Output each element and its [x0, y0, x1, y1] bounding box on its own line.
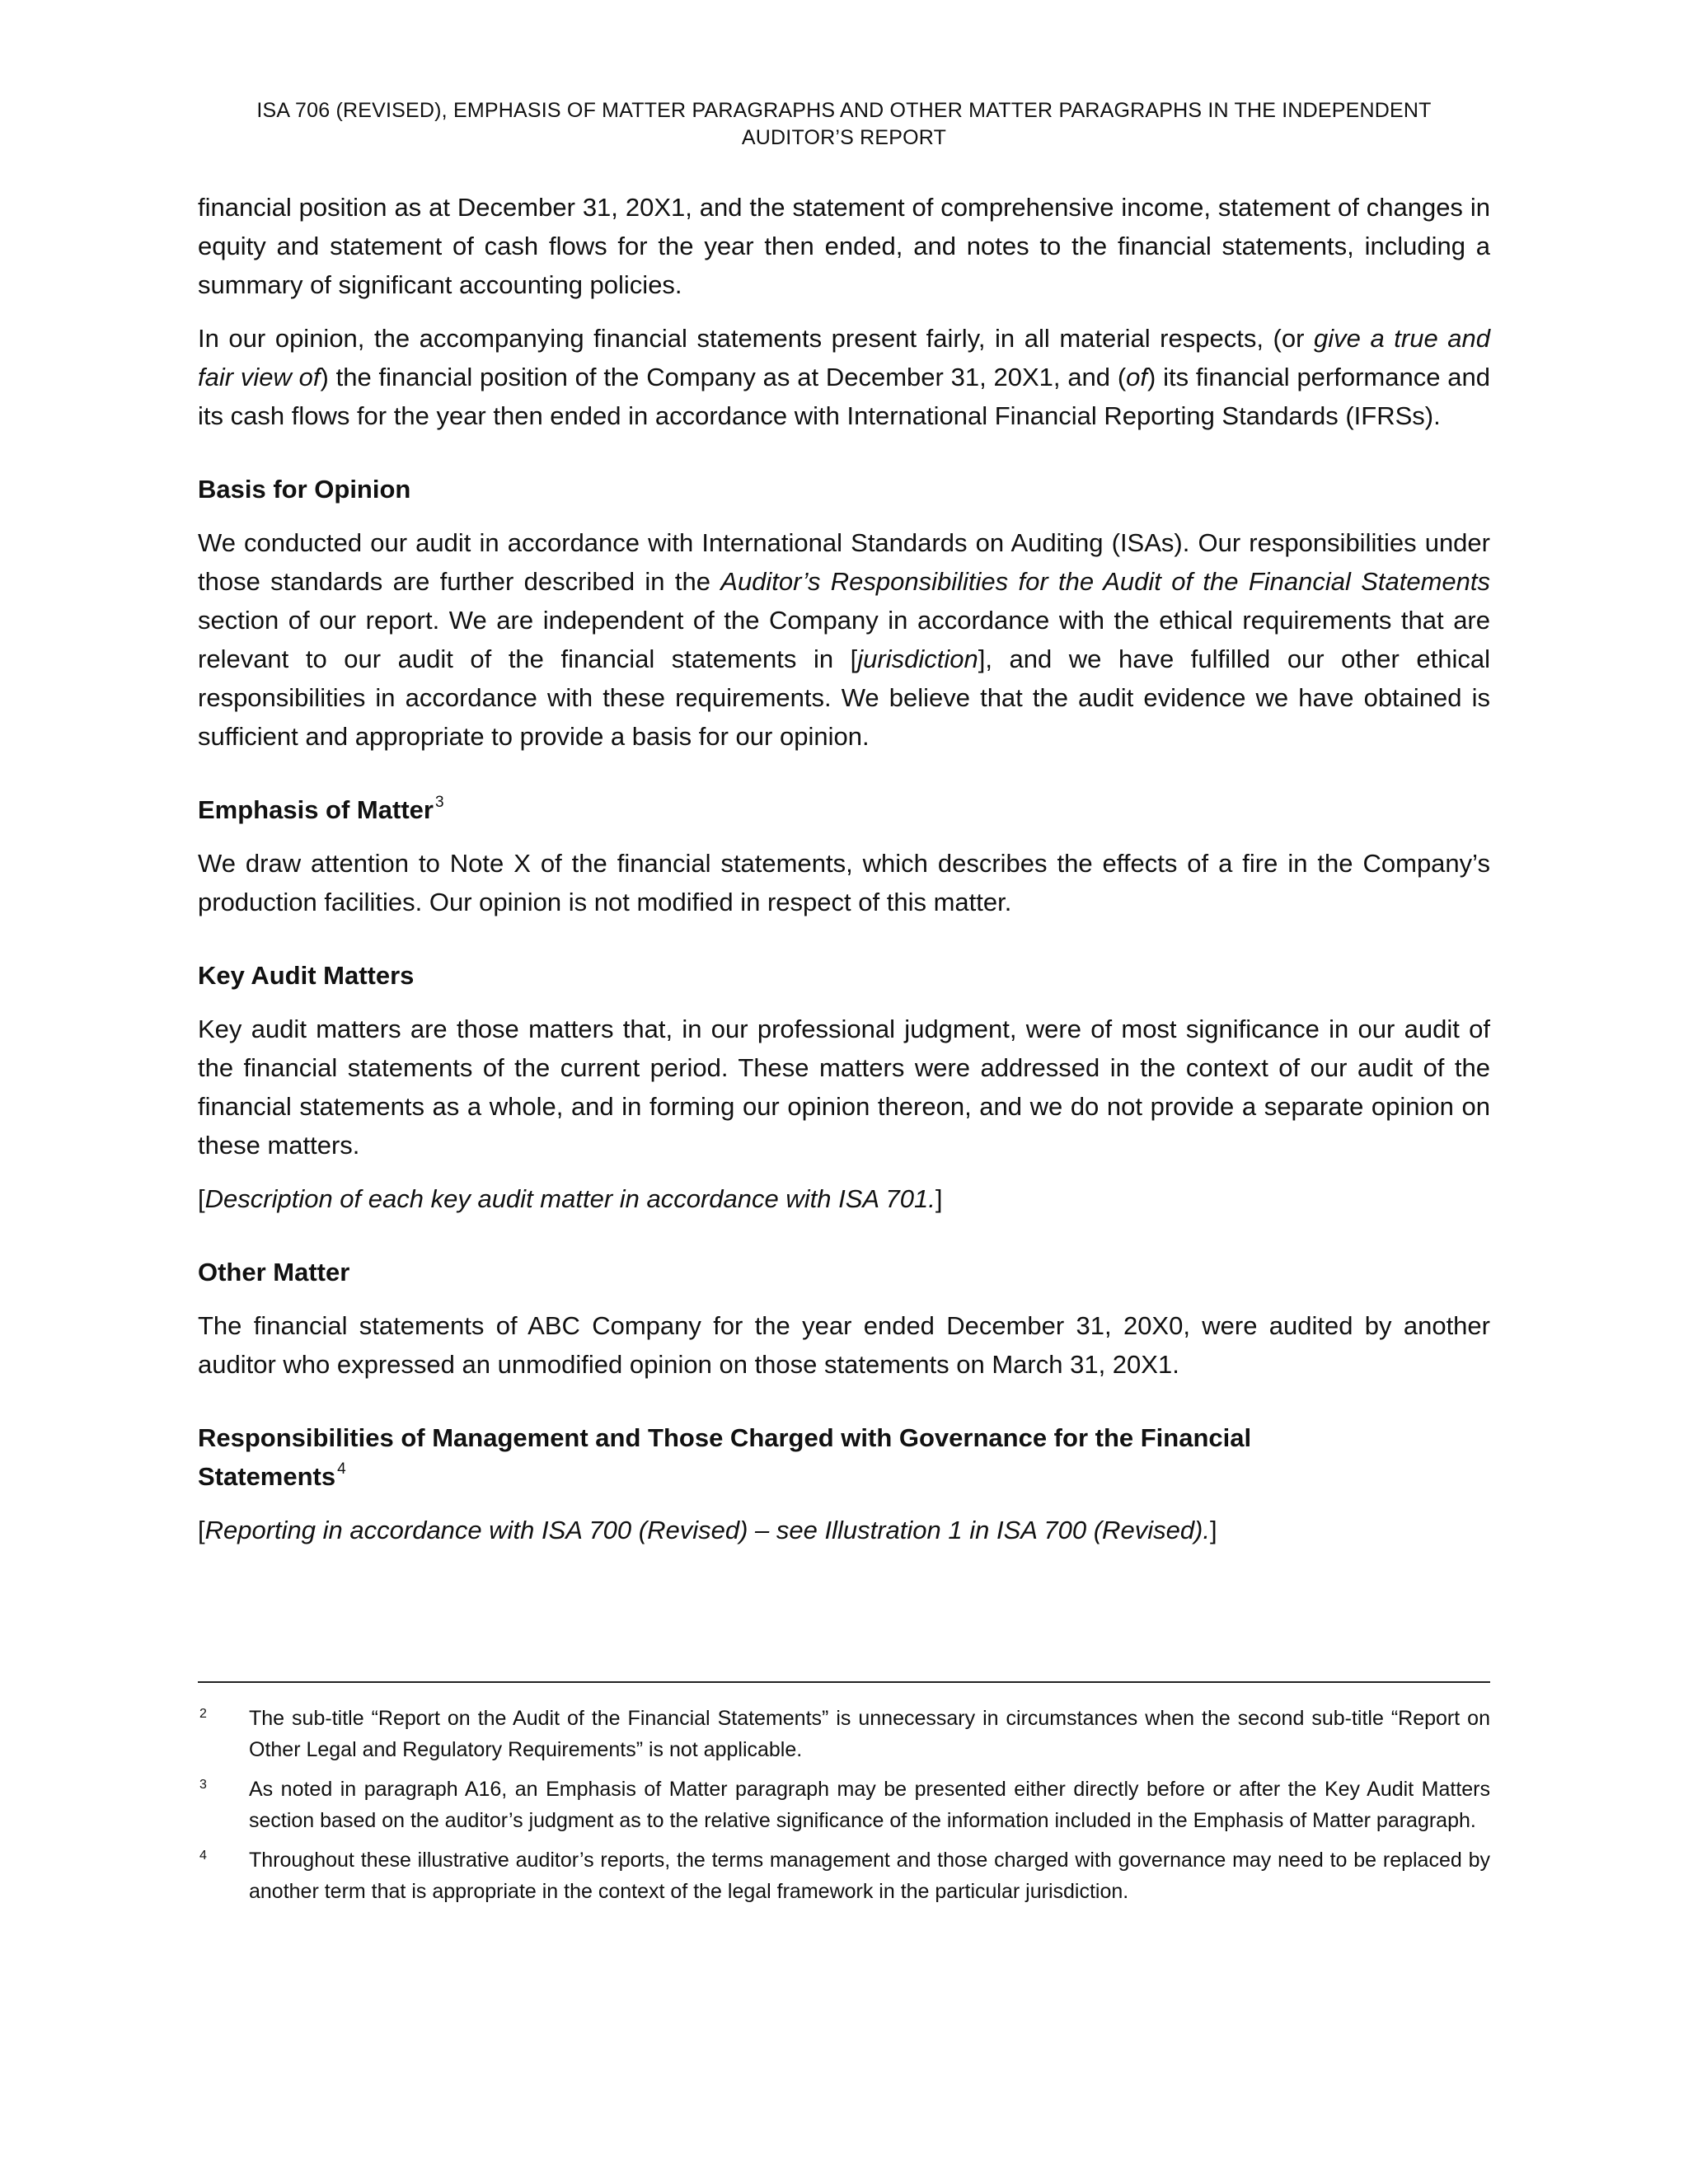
basis-italic-jurisdiction: jurisdiction: [857, 644, 978, 673]
resp-bracket-open: [: [198, 1516, 205, 1544]
key-audit-matters-placeholder: [198, 1179, 1490, 1218]
kam-bracket-close: ]: [935, 1184, 943, 1213]
opinion-text-a: In our opinion, the accompanying financial statements present fairly, in all material respects, (or: [198, 324, 1314, 353]
kam-placeholder-text: Description of each key audit matter in accordance with ISA 701.: [204, 1184, 935, 1213]
footnote-text: The sub-title “Report on the Audit of the Financial Statements” is unnecessary in circumstances when the second sub-title “Report on Other Legal and Regulatory Requirements” is not applicable.: [249, 1707, 1490, 1761]
opinion-italic-of: of: [1126, 363, 1148, 391]
running-header: [198, 97, 1490, 152]
report-body: [198, 188, 1490, 1564]
opinion-paragraph-continued: financial position as at December 31, 20X1, and the statement of comprehensive income, statement of changes in equity and statement of cash flows for the year then ended, and notes to the financial statements, including a summary of significant accounting policies.: [198, 193, 1490, 299]
footnote-ref-3[interactable]: 3: [434, 794, 444, 811]
basis-text-c: ], and we have fulfilled our other ethical responsibilities in accordance with these requirements. We believe that the audit evidence we have obtained is sufficient and appropriate to provide a basis for our opinion.: [198, 644, 1491, 751]
footnote-number: 2: [199, 1707, 207, 1721]
running-header-line-1: ISA 706 (REVISED), EMPHASIS OF MATTER PARAGRAPHS AND OTHER MATTER PARAGRAPHS IN THE INDEPENDENT: [256, 99, 1432, 122]
footnote-item: [198, 1848, 1490, 1907]
emphasis-heading-text: Emphasis of Matter: [198, 795, 434, 824]
basis-text-b: section of our report. We are independent of the Company in accordance with the ethical requirements that are relevant to our audit of the financial statements in [: [198, 606, 1490, 673]
footnote-number: 3: [199, 1778, 207, 1792]
footnote-text: Throughout these illustrative auditor’s reports, the terms management and those charged with governance may need to be replaced by another term that is appropriate in the context of the legal framework in the particular jurisdiction.: [249, 1849, 1490, 1903]
basis-text-a: We conducted our audit in accordance with International Standards on Auditing (ISAs). Our responsibilities under those standards are further described in the: [198, 528, 1490, 596]
emphasis-of-matter-paragraph: We draw attention to Note X of the financial statements, which describes the effects of a fire in the Company’s production facilities. Our opinion is not modified in respect of this matter.: [198, 849, 1490, 916]
opinion-text-c: ) its financial performance and its cash flows for the year then ended in accordance with International Financial Reporting Standards (IFRSs).: [198, 363, 1490, 430]
responsibilities-heading-line-2: Statements: [198, 1462, 336, 1491]
other-matter-heading: Other Matter: [198, 1258, 350, 1286]
key-audit-matters-paragraph: Key audit matters are those matters that, in our professional judgment, were of most significance in our audit of the financial statements of the current period. These matters were addressed in the context of our audit of the financial statements as a whole, and in forming our opinion thereon, and we do not provide a separate opinion on these matters.: [198, 1015, 1490, 1160]
basis-for-opinion-paragraph: [198, 523, 1490, 756]
footnote-ref-4[interactable]: 4: [337, 1460, 346, 1478]
resp-bracket-close: ]: [1210, 1516, 1217, 1544]
running-header-line-2: AUDITOR’S REPORT: [741, 126, 947, 149]
footnote-number: 4: [199, 1849, 207, 1863]
basis-italic-section-title: Auditor’s Responsibilities for the Audit of the Financial Statements: [720, 567, 1490, 596]
kam-bracket-open: [: [198, 1184, 205, 1213]
opinion-italic-true-fair: give a true and fair view of: [198, 324, 1490, 391]
footnote-divider: [198, 1681, 1490, 1683]
footnote-item: [198, 1706, 1490, 1765]
emphasis-of-matter-heading: [198, 790, 1490, 829]
resp-placeholder-text: Reporting in accordance with ISA 700 (Revised) – see Illustration 1 in ISA 700 (Revised).: [204, 1516, 1210, 1544]
responsibilities-placeholder: [198, 1511, 1490, 1549]
opinion-paragraph: [198, 319, 1490, 435]
responsibilities-heading-line-1: Responsibilities of Management and Those Charged with Governance for the Financial: [198, 1423, 1252, 1452]
footnotes-section: [198, 1681, 1490, 1919]
key-audit-matters-heading: Key Audit Matters: [198, 961, 415, 990]
footnote-item: [198, 1777, 1490, 1836]
other-matter-paragraph: The financial statements of ABC Company for the year ended December 31, 20X0, were audited by another auditor who expressed an unmodified opinion on those statements on March 31, 20X1.: [198, 1311, 1490, 1379]
opinion-text-b: ) the financial position of the Company as at December 31, 20X1, and (: [320, 363, 1127, 391]
responsibilities-heading: [198, 1418, 1490, 1496]
basis-for-opinion-heading: Basis for Opinion: [198, 475, 411, 504]
footnote-text: As noted in paragraph A16, an Emphasis of Matter paragraph may be presented either directly before or after the Key Audit Matters section based on the auditor’s judgment as to the relative significance of the information included in the Emphasis of Matter paragraph.: [249, 1778, 1490, 1832]
